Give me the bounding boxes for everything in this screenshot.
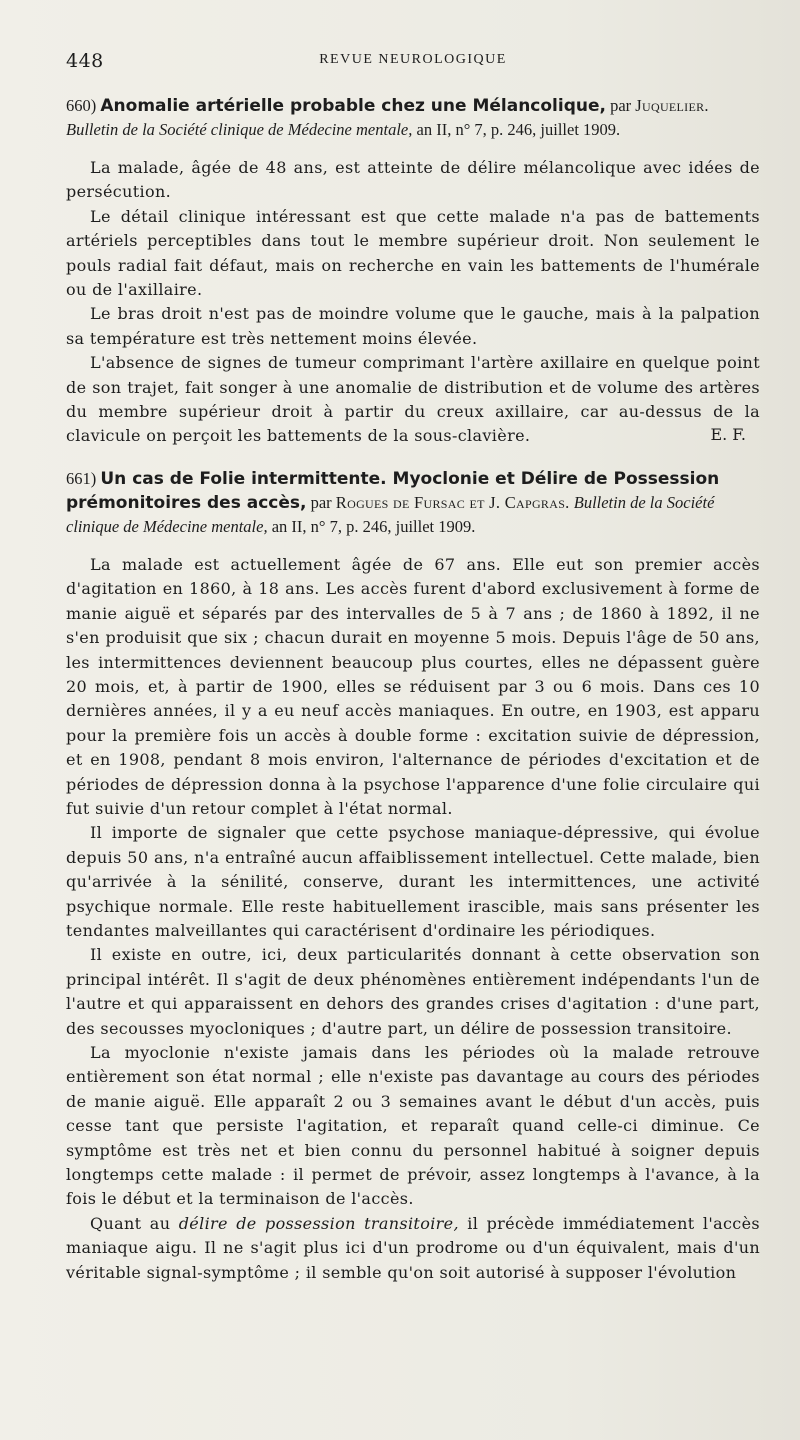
abstract-660-heading	[66, 94, 760, 142]
abstract-number: 661)	[66, 468, 97, 488]
reviewer-signature: E. F.	[710, 424, 746, 444]
by-word: par	[610, 96, 632, 115]
emphasized-term: délire de possession transitoire,	[178, 1213, 459, 1233]
abstract-paragraph: Il importe de signaler que cette psychose maniaque-dépressive, qui évolue depuis 50 ans, n'a entraîné aucun affaiblissement intellectuel. Cette malade, bien qu'arrivée à la sénilité, conserve, durant les intermittences, une activité psychique normale. Elle reste habituellement irascible, mais sans présenter les tendantes malveillantes qui caractérisent d'ordinaire les périodiques.	[66, 823, 760, 940]
paragraph-start: Quant au	[90, 1213, 171, 1233]
journal-name: Bulletin de la Société clinique de Médecine mentale,	[66, 492, 715, 536]
abstract-title: Un cas de Folie intermittente. Myoclonie et Délire de Possession prémonitoires des accès,	[66, 468, 720, 513]
abstract-paragraph: L'absence de signes de tumeur comprimant l'artère axillaire en quelque point de son trajet, fait songer à une anomalie de distribution et de volume des artères du membre supérieur droit à partir du creux axillaire, car au-dessus de la clavicule on perçoit les battements de la sous-clavière.	[66, 353, 760, 446]
abstract-number: 660)	[66, 96, 97, 115]
abstract-661	[66, 467, 760, 1285]
abstract-paragraph: La malade, âgée de 48 ans, est atteinte de délire mélancolique avec idées de persécution.	[66, 158, 760, 202]
abstract-paragraph: La myoclonie n'existe jamais dans les périodes où la malade retrouve entièrement son état normal ; elle n'existe pas davantage au cours des périodes de manie aiguë. Elle apparaît 2 ou 3 semaines avant le début d'un accès, puis cesse tant que persiste l'agitation, et reparaît quand celle-ci diminue. Ce symptôme est très net et bien connu du personnel habitué à soigner depuis longtemps cette malade : il permet de prévoir, assez longtemps à l'avance, à la fois le début et la terminaison de l'accès.	[66, 1043, 760, 1209]
abstract-title: Anomalie artérielle probable chez une Mélancolique,	[100, 96, 606, 116]
citation: an II, n° 7, p. 246, juillet 1909.	[416, 120, 621, 139]
citation: an II, n° 7, p. 246, juillet 1909.	[271, 516, 476, 536]
abstract-authors: Rogues de Fursac et J. Capgras.	[335, 492, 570, 512]
running-head	[66, 46, 760, 76]
abstract-paragraph: Il existe en outre, ici, deux particularités donnant à cette observation son principal intérêt. Il s'agit de deux phénomènes entièrement indépendants l'un de l'autre et qui apparaissent en dehors des grandes crises d'agitation : d'une part, des secousses myocloniques ; d'autre part, un délire de possession transitoire.	[66, 945, 760, 1038]
abstract-paragraph: Le détail clinique intéressant est que cette malade n'a pas de battements artériels perceptibles dans tout le membre supérieur droit. Non seulement le pouls radial fait défaut, mais on recherche en vain les battements de l'humérale ou de l'axillaire.	[66, 206, 760, 300]
journal-title: REVUE NEUROLOGIQUE	[319, 52, 507, 67]
by-word: par	[310, 492, 332, 512]
abstract-paragraph: Le bras droit n'est pas de moindre volume que le gauche, mais à la palpation sa température est très nettement moins élevée.	[66, 304, 760, 348]
abstract-paragraph-last	[66, 1212, 760, 1285]
paragraph-rest: il précède immédiatement l'accès maniaque aigu. Il ne s'agit plus ici d'un prodrome ou d'un équivalent, mais d'un véritable signal-symptôme ; il semble qu'on soit autorisé à supposer l'évolution	[66, 1213, 760, 1282]
abstract-660	[66, 94, 760, 449]
abstract-paragraph: La malade est actuellement âgée de 67 ans. Elle eut son premier accès d'agitation en 1860, à 18 ans. Les accès furent d'abord exclusivement à forme de manie aiguë et séparés par des intervalles de 5 à 7 ans ; de 1860 à 1892, il ne s'en produisit que six ; chacun durait en moyenne 5 mois. Depuis l'âge de 50 ans, les intermittences deviennent beaucoup plus courtes, elles ne dépassent guère 20 mois, et, à partir de 1900, elles se réduisent par 3 ou 6 mois. Dans ces 10 dernières années, il y a eu neuf accès maniaques. En outre, en 1903, est apparu pour la première fois un accès à double forme : excitation suivie de dépression, et en 1908, pendant 8 mois environ, l'alternance de périodes d'excitation et de périodes de dépression donna à la psychose l'apparence d'une folie circulaire qui fut suivie d'un retour complet à l'état normal.	[66, 554, 760, 818]
page-number: 448	[66, 50, 104, 72]
abstract-author: Juquelier.	[635, 96, 709, 115]
abstract-661-heading	[66, 467, 760, 539]
journal-name: Bulletin de la Société clinique de Médecine mentale,	[66, 120, 413, 139]
